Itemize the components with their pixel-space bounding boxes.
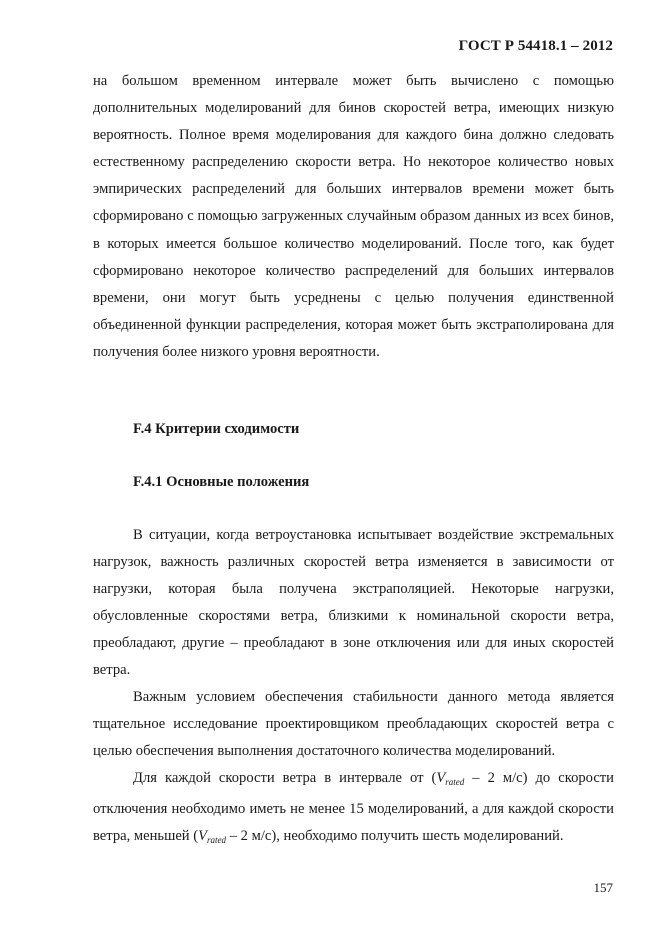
variable-v: V <box>436 770 446 786</box>
page-number: 157 <box>593 880 613 895</box>
subscript-rated: rated <box>445 777 465 787</box>
text-fragment: – 2 м/с), необходимо получить шесть моделирований. <box>226 828 564 845</box>
document-header: ГОСТ Р 54418.1 – 2012 <box>458 38 613 54</box>
paragraph-situation: В ситуации, когда ветроустановка испытывает воздействие экстремальных нагрузок, важность различных скоростей ветра изменяется в зависимости от нагрузки, которая была получена экстраполяцией. Некоторые нагрузки, обусловленные скоростями ветра, близкими к номинальной скорости ветра, преобладают, другие – преобладают в зоне отключения или для иных скоростей ветра. <box>93 527 614 679</box>
variable-v: V <box>198 828 208 845</box>
text-fragment: Для каждой скорости ветра в интервале от ( <box>133 770 437 786</box>
paragraph-stability: Важным условием обеспечения стабильности данного метода является тщательное исследование проектировщиком преобладающих скоростей ветра с целью обеспечения выполнения достаточного количества моделирований. <box>93 689 614 760</box>
text-fragment: – 2 м/с) до скорости отключения необходимо иметь не менее 15 моделирований, а для каждой скорости ветра, меньшей ( <box>93 770 614 845</box>
paragraph-simulations <box>93 765 614 854</box>
section-heading-f4-1: F.4.1 Основные положения <box>133 474 310 490</box>
subscript-rated: rated <box>207 835 227 846</box>
section-heading-f4: F.4 Критерии сходимости <box>133 421 300 437</box>
paragraph-intro: на большом временном интервале может быть вычислено с помощью дополнительных моделирований для бинов скоростей ветра, имеющих низкую вероятность. Полное время моделирования для каждого бина должно следовать естественному распределению скорости ветра. Но некоторое количество новых эмпирических распределений для больших интервалов времени может быть сформировано с помощью загруженных случайным образом данных из всех бинов, в которых имеется большое количество моделирований. После того, как будет сформировано некоторое количество распределений для больших интервалов времени, они могут быть усреднены с целью получения единственной объединенной функции распределения, которая может быть экстраполирована для получения более низкого уровня вероятности. <box>93 73 614 360</box>
